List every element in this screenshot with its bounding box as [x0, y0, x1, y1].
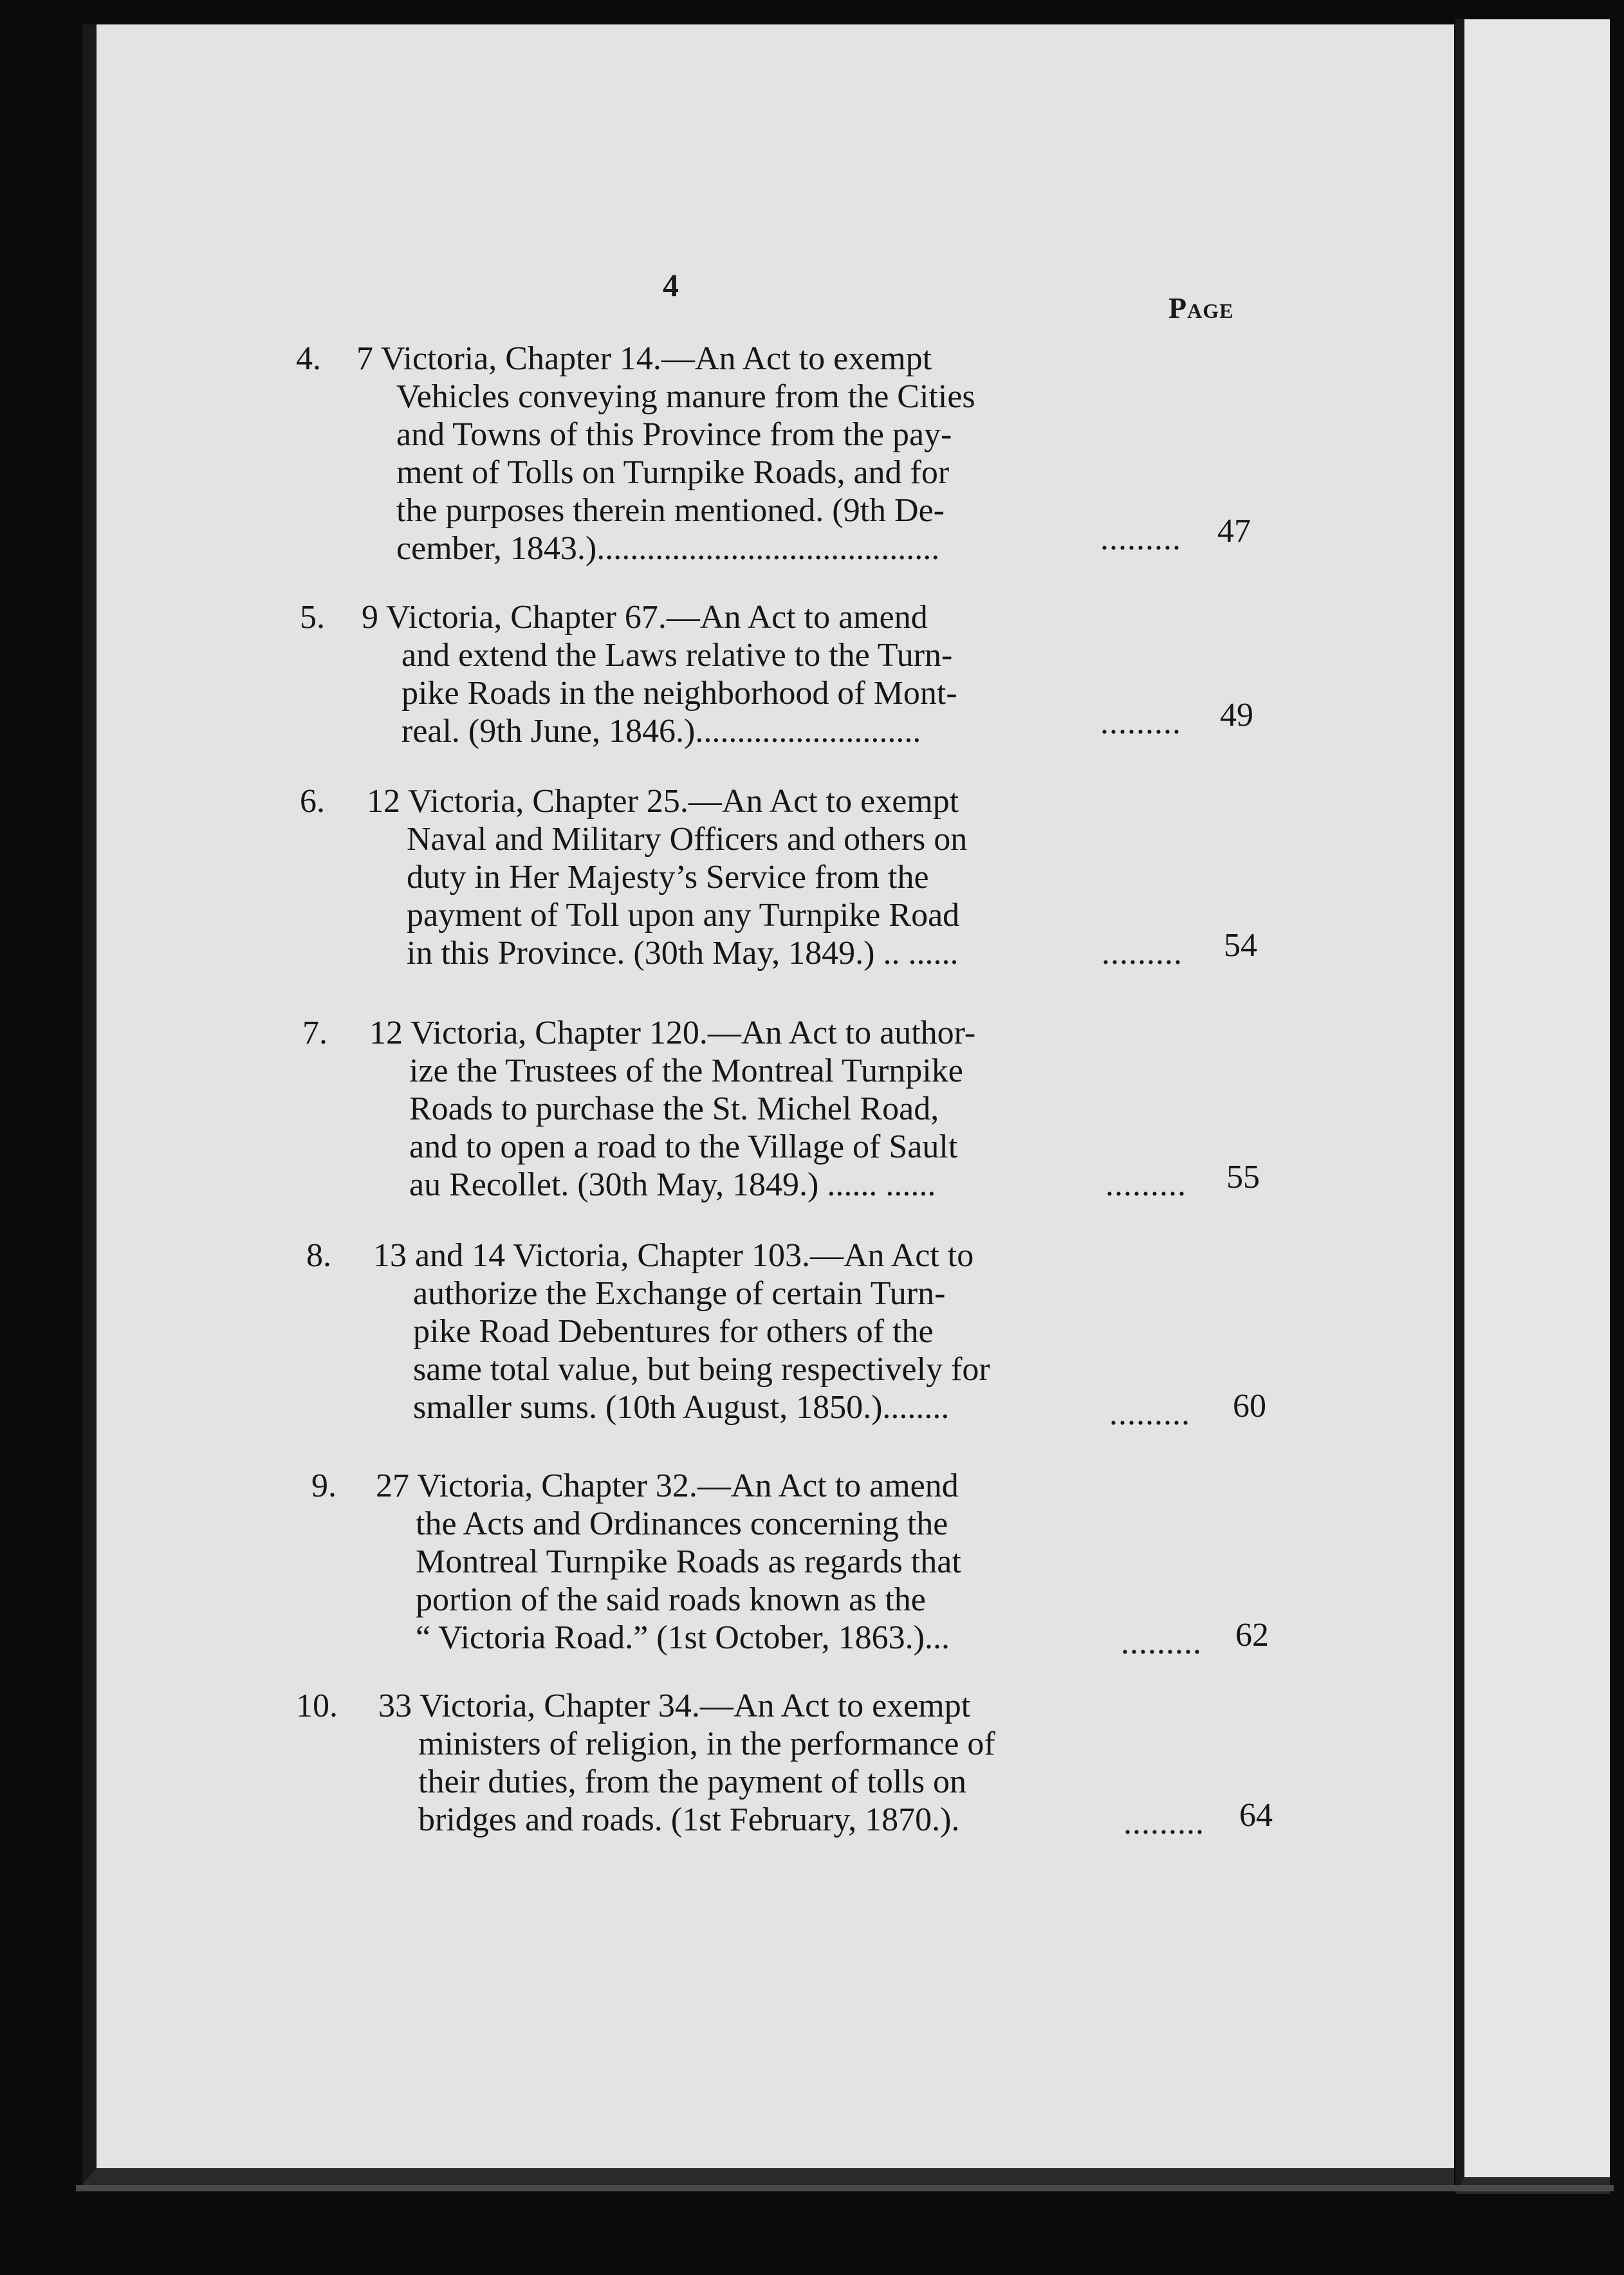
- entry-line: the purposes therein mentioned. (9th De-: [396, 492, 945, 529]
- dot-leader: .........: [1100, 520, 1181, 557]
- entry-page-number: 49: [1220, 697, 1253, 733]
- entry-line: and extend the Laws relative to the Turn-: [401, 637, 953, 674]
- entry-line: real. (9th June, 1846.)...........................: [401, 713, 921, 750]
- entry-number: 10.: [296, 1688, 338, 1724]
- entry-number: 6.: [300, 783, 325, 820]
- entry-page-number: 54: [1224, 927, 1257, 964]
- bottom-edge: [76, 2185, 1614, 2191]
- entry-line: the Acts and Ordinances concerning the: [416, 1506, 948, 1542]
- entry-text: [367, 782, 1023, 972]
- entry-line: ment of Tolls on Turnpike Roads, and for: [396, 454, 950, 491]
- entry-line: bridges and roads. (1st February, 1870.).: [418, 1801, 960, 1838]
- entry-number: 9.: [311, 1468, 337, 1504]
- dot-leader: .........: [1105, 1166, 1186, 1203]
- entry-line: ministers of religion, in the performance of: [418, 1726, 995, 1762]
- entry-page-number: 60: [1233, 1388, 1266, 1424]
- dot-leader: .........: [1100, 705, 1181, 741]
- dot-leader: .........: [1123, 1805, 1204, 1841]
- facing-page-edge: [1455, 19, 1610, 2194]
- entry-line: and to open a road to the Village of Sault: [409, 1128, 958, 1165]
- entry-line: 13 and 14 Victoria, Chapter 103.—An Act to: [373, 1237, 974, 1274]
- dot-leader: .........: [1121, 1625, 1202, 1661]
- entry-line: 12 Victoria, Chapter 25.—An Act to exempt: [367, 783, 959, 820]
- entry-line: authorize the Exchange of certain Turn-: [413, 1275, 946, 1312]
- entry-line: their duties, from the payment of tolls on: [418, 1764, 967, 1800]
- entry-line: same total value, but being respectively for: [413, 1351, 990, 1388]
- dot-leader: .........: [1102, 935, 1183, 972]
- entry-line: in this Province. (30th May, 1849.) .. ......: [407, 935, 959, 972]
- entry-line: duty in Her Majesty’s Service from the: [407, 859, 929, 896]
- entry-line: payment of Toll upon any Turnpike Road: [407, 897, 960, 934]
- entry-line: 12 Victoria, Chapter 120.—An Act to author-: [369, 1015, 976, 1051]
- entry-page-number: 64: [1239, 1797, 1273, 1834]
- entry-line: 7 Victoria, Chapter 14.—An Act to exempt: [356, 340, 932, 377]
- entry-page-number: 55: [1226, 1159, 1260, 1195]
- entry-line: Roads to purchase the St. Michel Road,: [409, 1091, 939, 1127]
- entry-text: [373, 1237, 1029, 1426]
- entry-line: pike Roads in the neighborhood of Mont-: [401, 675, 957, 712]
- entry-text: [369, 1014, 1026, 1204]
- entry-line: au Recollet. (30th May, 1849.) ...... ......: [409, 1166, 936, 1203]
- entry-line: Vehicles conveying manure from the Cities: [396, 378, 975, 415]
- entry-text: [362, 598, 1018, 750]
- entry-line: Montreal Turnpike Roads as regards that: [416, 1543, 961, 1580]
- entry-text: [378, 1687, 1035, 1839]
- entry-number: 4.: [296, 340, 321, 377]
- page-column-heading: Page: [1168, 291, 1234, 324]
- entry-line: smaller sums. (10th August, 1850.)........: [413, 1389, 950, 1426]
- entry-number: 5.: [300, 599, 325, 636]
- entry-page-number: 62: [1235, 1617, 1269, 1653]
- entry-line: ize the Trustees of the Montreal Turnpike: [409, 1053, 963, 1089]
- entry-line: “ Victoria Road.” (1st October, 1863.)...: [416, 1619, 950, 1656]
- entry-page-number: 47: [1217, 513, 1251, 549]
- entry-line: 27 Victoria, Chapter 32.—An Act to amend: [376, 1468, 959, 1504]
- entry-line: cember, 1843.).........................................: [396, 530, 940, 567]
- entry-line: pike Road Debentures for others of the: [413, 1313, 934, 1350]
- entry-line: 33 Victoria, Chapter 34.—An Act to exempt: [378, 1688, 971, 1724]
- entry-text: [376, 1467, 1032, 1657]
- entry-number: 7.: [302, 1015, 328, 1051]
- page-number: 4: [663, 267, 679, 303]
- entry-line: and Towns of this Province from the pay-: [396, 416, 952, 453]
- entry-line: portion of the said roads known as the: [416, 1581, 926, 1618]
- entry-line: 9 Victoria, Chapter 67.—An Act to amend: [362, 599, 928, 636]
- entry-line: Naval and Military Officers and others on: [407, 821, 968, 858]
- entry-text: [356, 340, 1013, 567]
- entry-number: 8.: [306, 1237, 331, 1274]
- dot-leader: .........: [1109, 1395, 1190, 1432]
